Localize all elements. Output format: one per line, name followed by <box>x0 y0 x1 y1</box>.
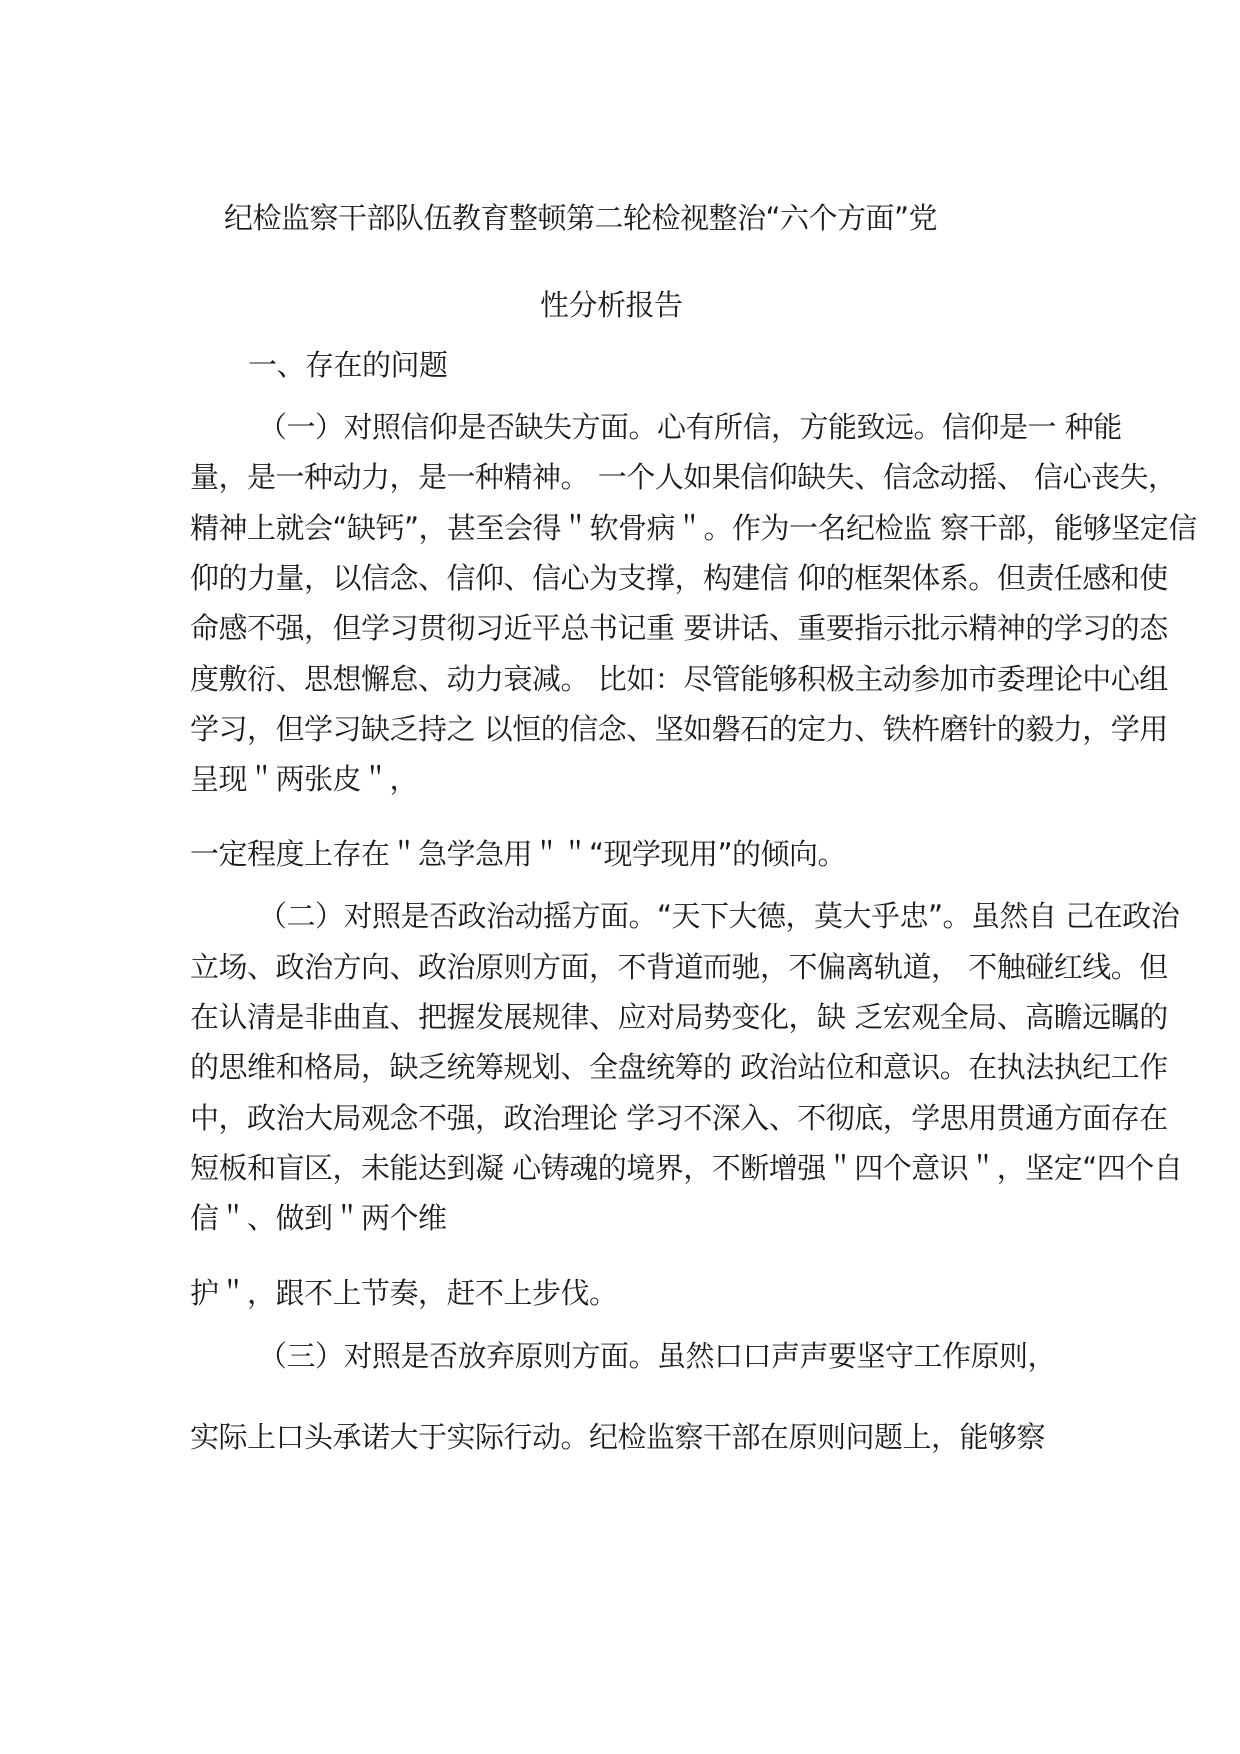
paragraph-line: 信＂、做到＂两个维 <box>190 1201 447 1235</box>
paragraph-line: 量，是一种动力，是一种精神。 一个人如果信仰缺失、信念动摇、 信心丧失， <box>190 460 1177 494</box>
paragraph-line: （一）对照信仰是否缺失方面。心有所信，方能致远。信仰是一 种能 <box>258 410 1122 444</box>
paragraph-line: 呈现＂两张皮＂， <box>190 762 419 796</box>
section-heading: 一、存在的问题 <box>248 348 448 382</box>
document-title-line-1: 纪检监察干部队伍教育整顿第二轮检视整治“六个方面”党 <box>224 201 938 235</box>
paragraph-line: 立场、政治方向、政治原则方面，不背道而驰，不偏离轨道， 不触碰红线。但 <box>190 950 1168 984</box>
paragraph-line: 一定程度上存在＂急学急用＂＂“现学现用”的倾向。 <box>190 837 847 871</box>
paragraph-line: （三）对照是否放弃原则方面。虽然口口声声要坚守工作原则， <box>258 1339 1057 1373</box>
paragraph-line: 度敷衍、思想懈怠、动力衰减。 比如：尽管能够积极主动参加市委理论中心组 <box>190 662 1168 696</box>
document-title-line-2: 性分析报告 <box>540 288 683 322</box>
paragraph-line: 学习，但学习缺乏持之 以恒的信念、坚如磐石的定力、铁杵磨针的毅力，学用 <box>190 712 1168 746</box>
paragraph-line: 短板和盲区，未能达到凝 心铸魂的境界，不断增强＂四个意识＂，坚定“四个自 <box>190 1151 1183 1185</box>
paragraph-line: 中，政治大局观念不强，政治理论 学习不深入、不彻底，学思用贯通方面存在 <box>190 1101 1168 1135</box>
paragraph-line: 的思维和格局，缺乏统筹规划、全盘统筹的 政治站位和意识。在执法执纪工作 <box>190 1050 1168 1084</box>
paragraph-line: 护＂，跟不上节奏，赶不上步伐。 <box>190 1276 618 1310</box>
paragraph-line: 命感不强，但学习贯彻习近平总书记重 要讲话、重要指示批示精神的学习的态 <box>190 611 1168 645</box>
paragraph-line: 在认清是非曲直、把握发展规律、应对局势变化，缺 乏宏观全局、高瞻远瞩的 <box>190 1000 1168 1034</box>
paragraph-line: （二）对照是否政治动摇方面。“天下大德，莫大乎忠”。虽然自 己在政治 <box>258 899 1180 933</box>
paragraph-line: 仰的力量，以信念、信仰、信心为支撑，构建信 仰的框架体系。但责任感和使 <box>190 561 1168 595</box>
paragraph-line: 精神上就会“缺钙”，甚至会得＂软骨病＂。作为一名纪检监 察干部，能够坚定信 <box>190 511 1197 545</box>
paragraph-line: 实际上口头承诺大于实际行动。纪检监察干部在原则问题上，能够察 <box>190 1420 1046 1454</box>
